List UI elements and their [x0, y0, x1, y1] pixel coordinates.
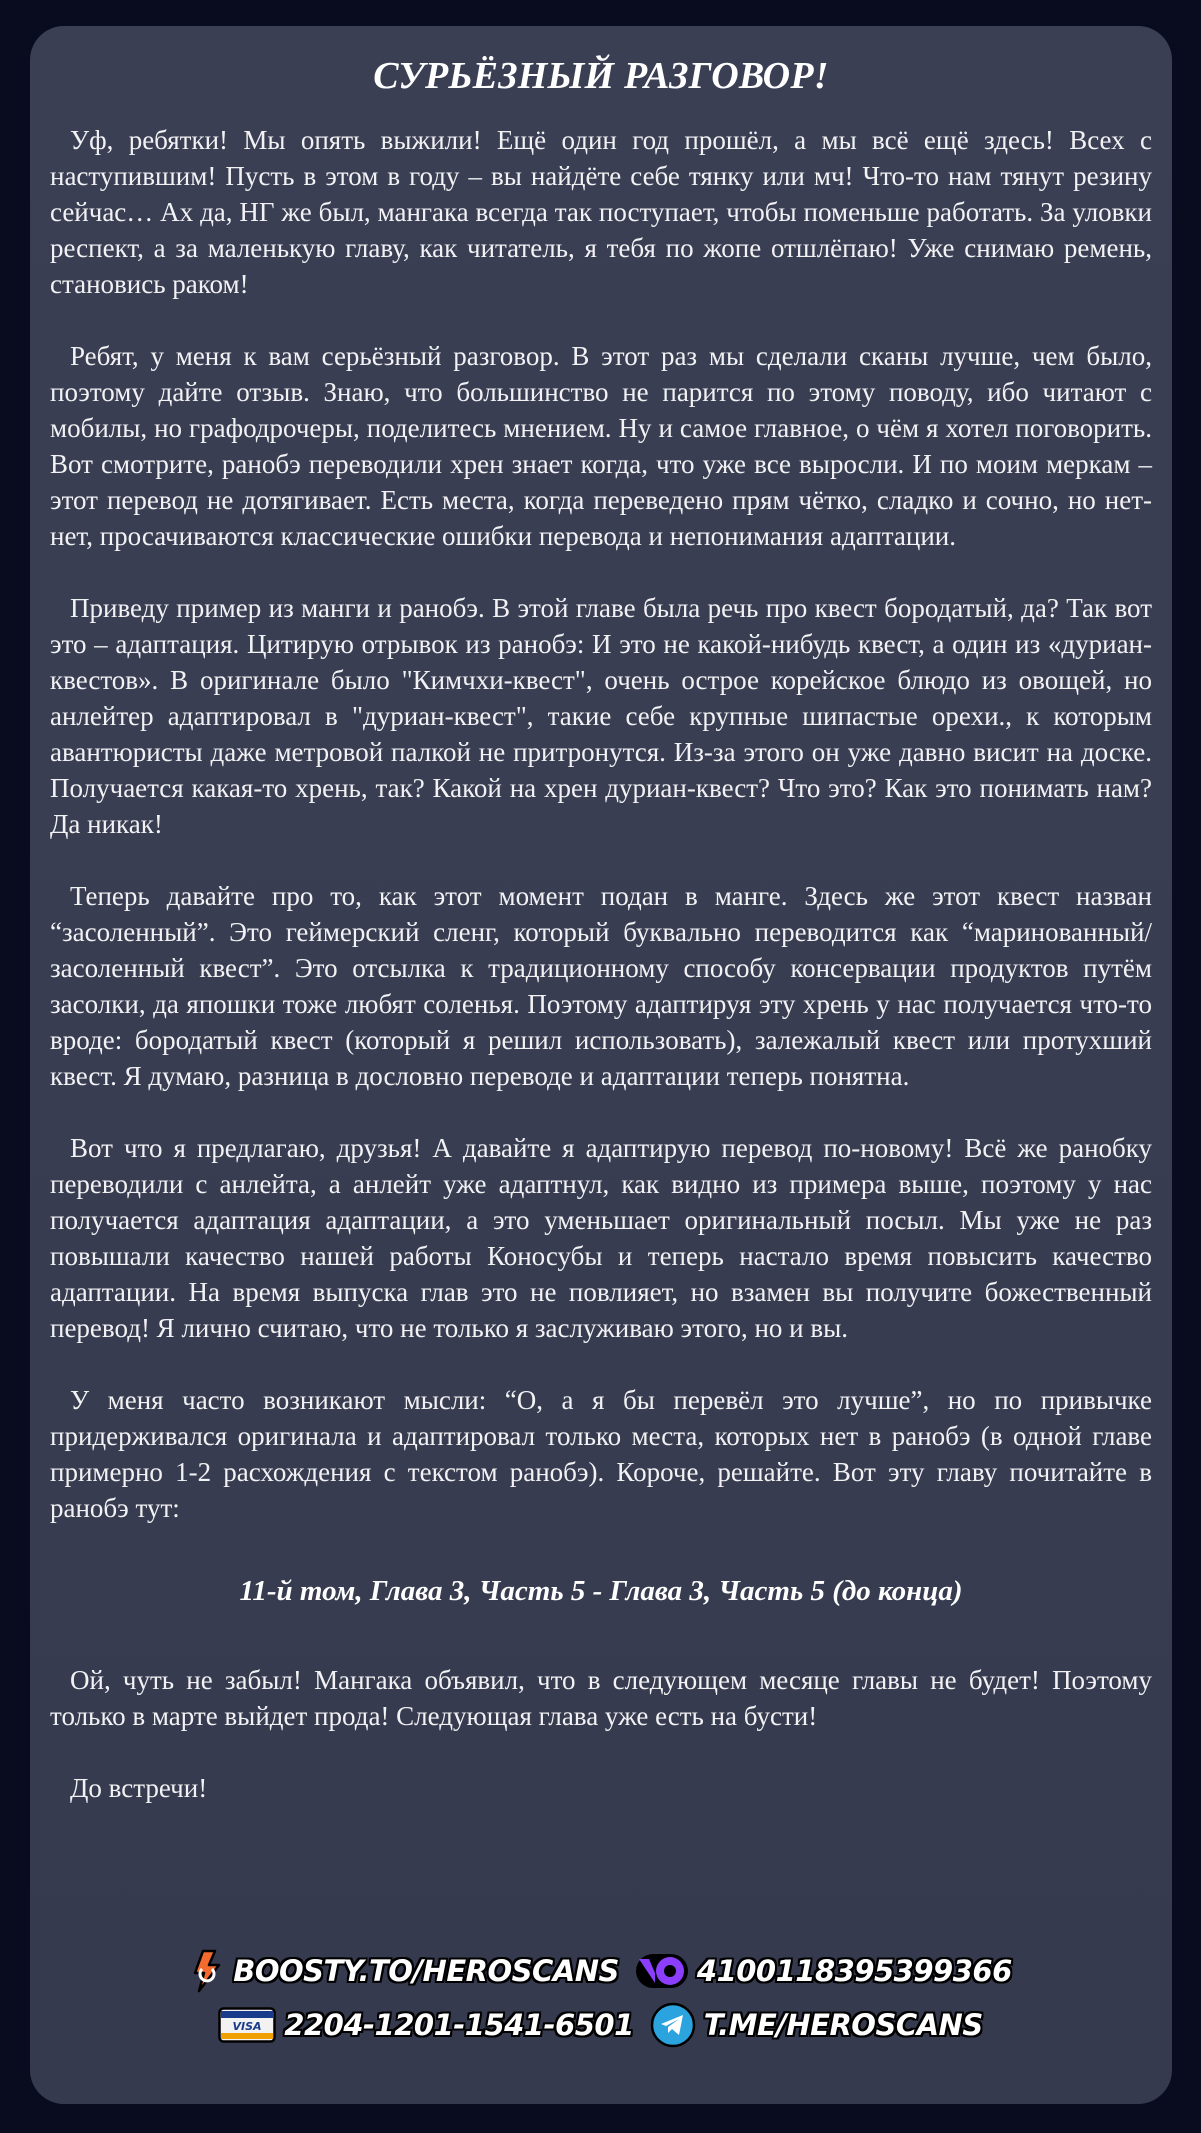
paragraph-farewell: До встречи! — [70, 1772, 208, 1803]
paragraph-announcement: Ой, чуть не забыл! Мангака объявил, что в следующем месяце главы не будет! Поэтому только в марте выйдет прода! Следующая глава уже есть на бусти! — [50, 1664, 1152, 1731]
paragraph-proposal: Вот что я предлагаю, друзья! А давайте я адаптирую перевод по-новому! Всё же ранобку переводили с анлейта, а анлейт уже адаптнул, как видно из примера выше, поэтому у нас получается адаптация адаптации, а это уменьшает оригинальный посыл. Мы уже не раз повышали качество нашей работы Коносубы и теперь настало время повысить качество адаптации. На время выпуска глав это не повлияет, но взамен вы получите божественный перевод! Я лично считаю, что не только я заслуживаю этого, но и вы. — [50, 1132, 1152, 1343]
contacts-row-2 — [0, 2000, 1201, 2050]
contacts-row-1 — [0, 1946, 1201, 1996]
yoomoney-icon — [635, 1951, 689, 1991]
page-title: СУРЬЁЗНЫЙ РАЗГОВОР! — [373, 55, 829, 97]
paragraph-read-link: У меня часто возникают мысли: “О, а я бы перевёл это лучше”, но по привычке придерживался оригинала и адаптировал только места, которых нет в ранобэ (в одной главе примерно 1-2 расхождения с текстом ранобэ). Короче, решайте. Вот эту главу почитайте в ранобэ тут: — [50, 1384, 1152, 1523]
boosty-text: BOOSTY.TO/HEROSCANS — [233, 1954, 619, 1988]
boosty-icon — [189, 1949, 225, 1993]
svg-text:VISA: VISA — [232, 2020, 262, 2033]
paragraph-example: Приведу пример из манги и ранобэ. В этой главе была речь про квест бородатый, да? Так вот это – адаптация. Цитирую отрывок из ранобэ: И это не какой-нибудь квест, а один из «дуриан-квестов». В оригинале было "Кимчхи-квест", очень острое корейское блюдо из овощей, но анлейтер адаптировал в "дуриан-квест", такие себе крупные шипастые орехи., к которым авантюристы даже метровой палкой не притронутся. Из-за этого он уже давно висит на доске. Получается какая-то хрень, так? Какой на хрен дуриан-квест? Что это? Как это понимать нам? Да никак! — [50, 592, 1152, 839]
message-card — [30, 26, 1172, 2104]
card-number[interactable] — [218, 2007, 633, 2043]
telegram-link[interactable] — [650, 2002, 983, 2048]
contacts-footer — [0, 1946, 1201, 2054]
paragraph-manga-version: Теперь давайте про то, как этот момент подан в манге. Здесь же этот квест назван “засоленный”. Это геймерский сленг, который буквально переводится как “маринованный/засоленный квест”. Это отсылка к традиционному способу консервации продуктов путём засолки, да япошки тоже любят соленья. Поэтому адаптируя эту хрень у нас получается что-то вроде: бородатый квест (который я решил использовать), залежалый квест или протухший квест. Я думаю, разница в дословно переводе и адаптации теперь понятна. — [50, 880, 1152, 1091]
telegram-text: T.ME/HEROSCANS — [703, 2008, 983, 2042]
visa-card-icon — [218, 2007, 276, 2043]
chapter-reference: 11-й том, Глава 3, Часть 5 - Глава 3, Часть 5 (до конца) — [239, 1574, 963, 1607]
yoomoney-link[interactable] — [635, 1951, 1012, 1991]
boosty-link[interactable] — [189, 1949, 619, 1993]
telegram-icon — [650, 2002, 696, 2048]
card-number-text: 2204-1201-1541-6501 — [284, 2008, 634, 2042]
yoomoney-number: 4100118395399366 — [696, 1954, 1012, 1988]
paragraph-serious-talk: Ребят, у меня к вам серьёзный разговор. В этот раз мы сделали сканы лучше, чем было, поэтому дайте отзыв. Знаю, что большинство не парится по этому поводу, ибо читают с мобилы, но графодрочеры, поделитесь мнением. Ну и самое главное, о чём я хотел поговорить. Вот смотрите, ранобэ переводили хрен знает когда, что уже все выросли. И по моим меркам – этот перевод не дотягивает. Есть места, когда переведено прям чётко, сладко и сочно, но нет-нет, просачиваются классические ошибки перевода и непонимания адаптации. — [50, 340, 1152, 551]
paragraph-new-year: Уф, ребятки! Мы опять выжили! Ещё один год прошёл, а мы всё ещё здесь! Всех с наступившим! Пусть в этом в году – вы найдёте себе тянку или мч! Что-то нам тянут резину сейчас… Ах да, НГ же был, мангака всегда так поступает, чтобы поменьше работать. За уловки респект, а за маленькую главу, как читатель, я тебя по жопе отшлёпаю! Уже снимаю ремень, становись раком! — [50, 124, 1152, 299]
